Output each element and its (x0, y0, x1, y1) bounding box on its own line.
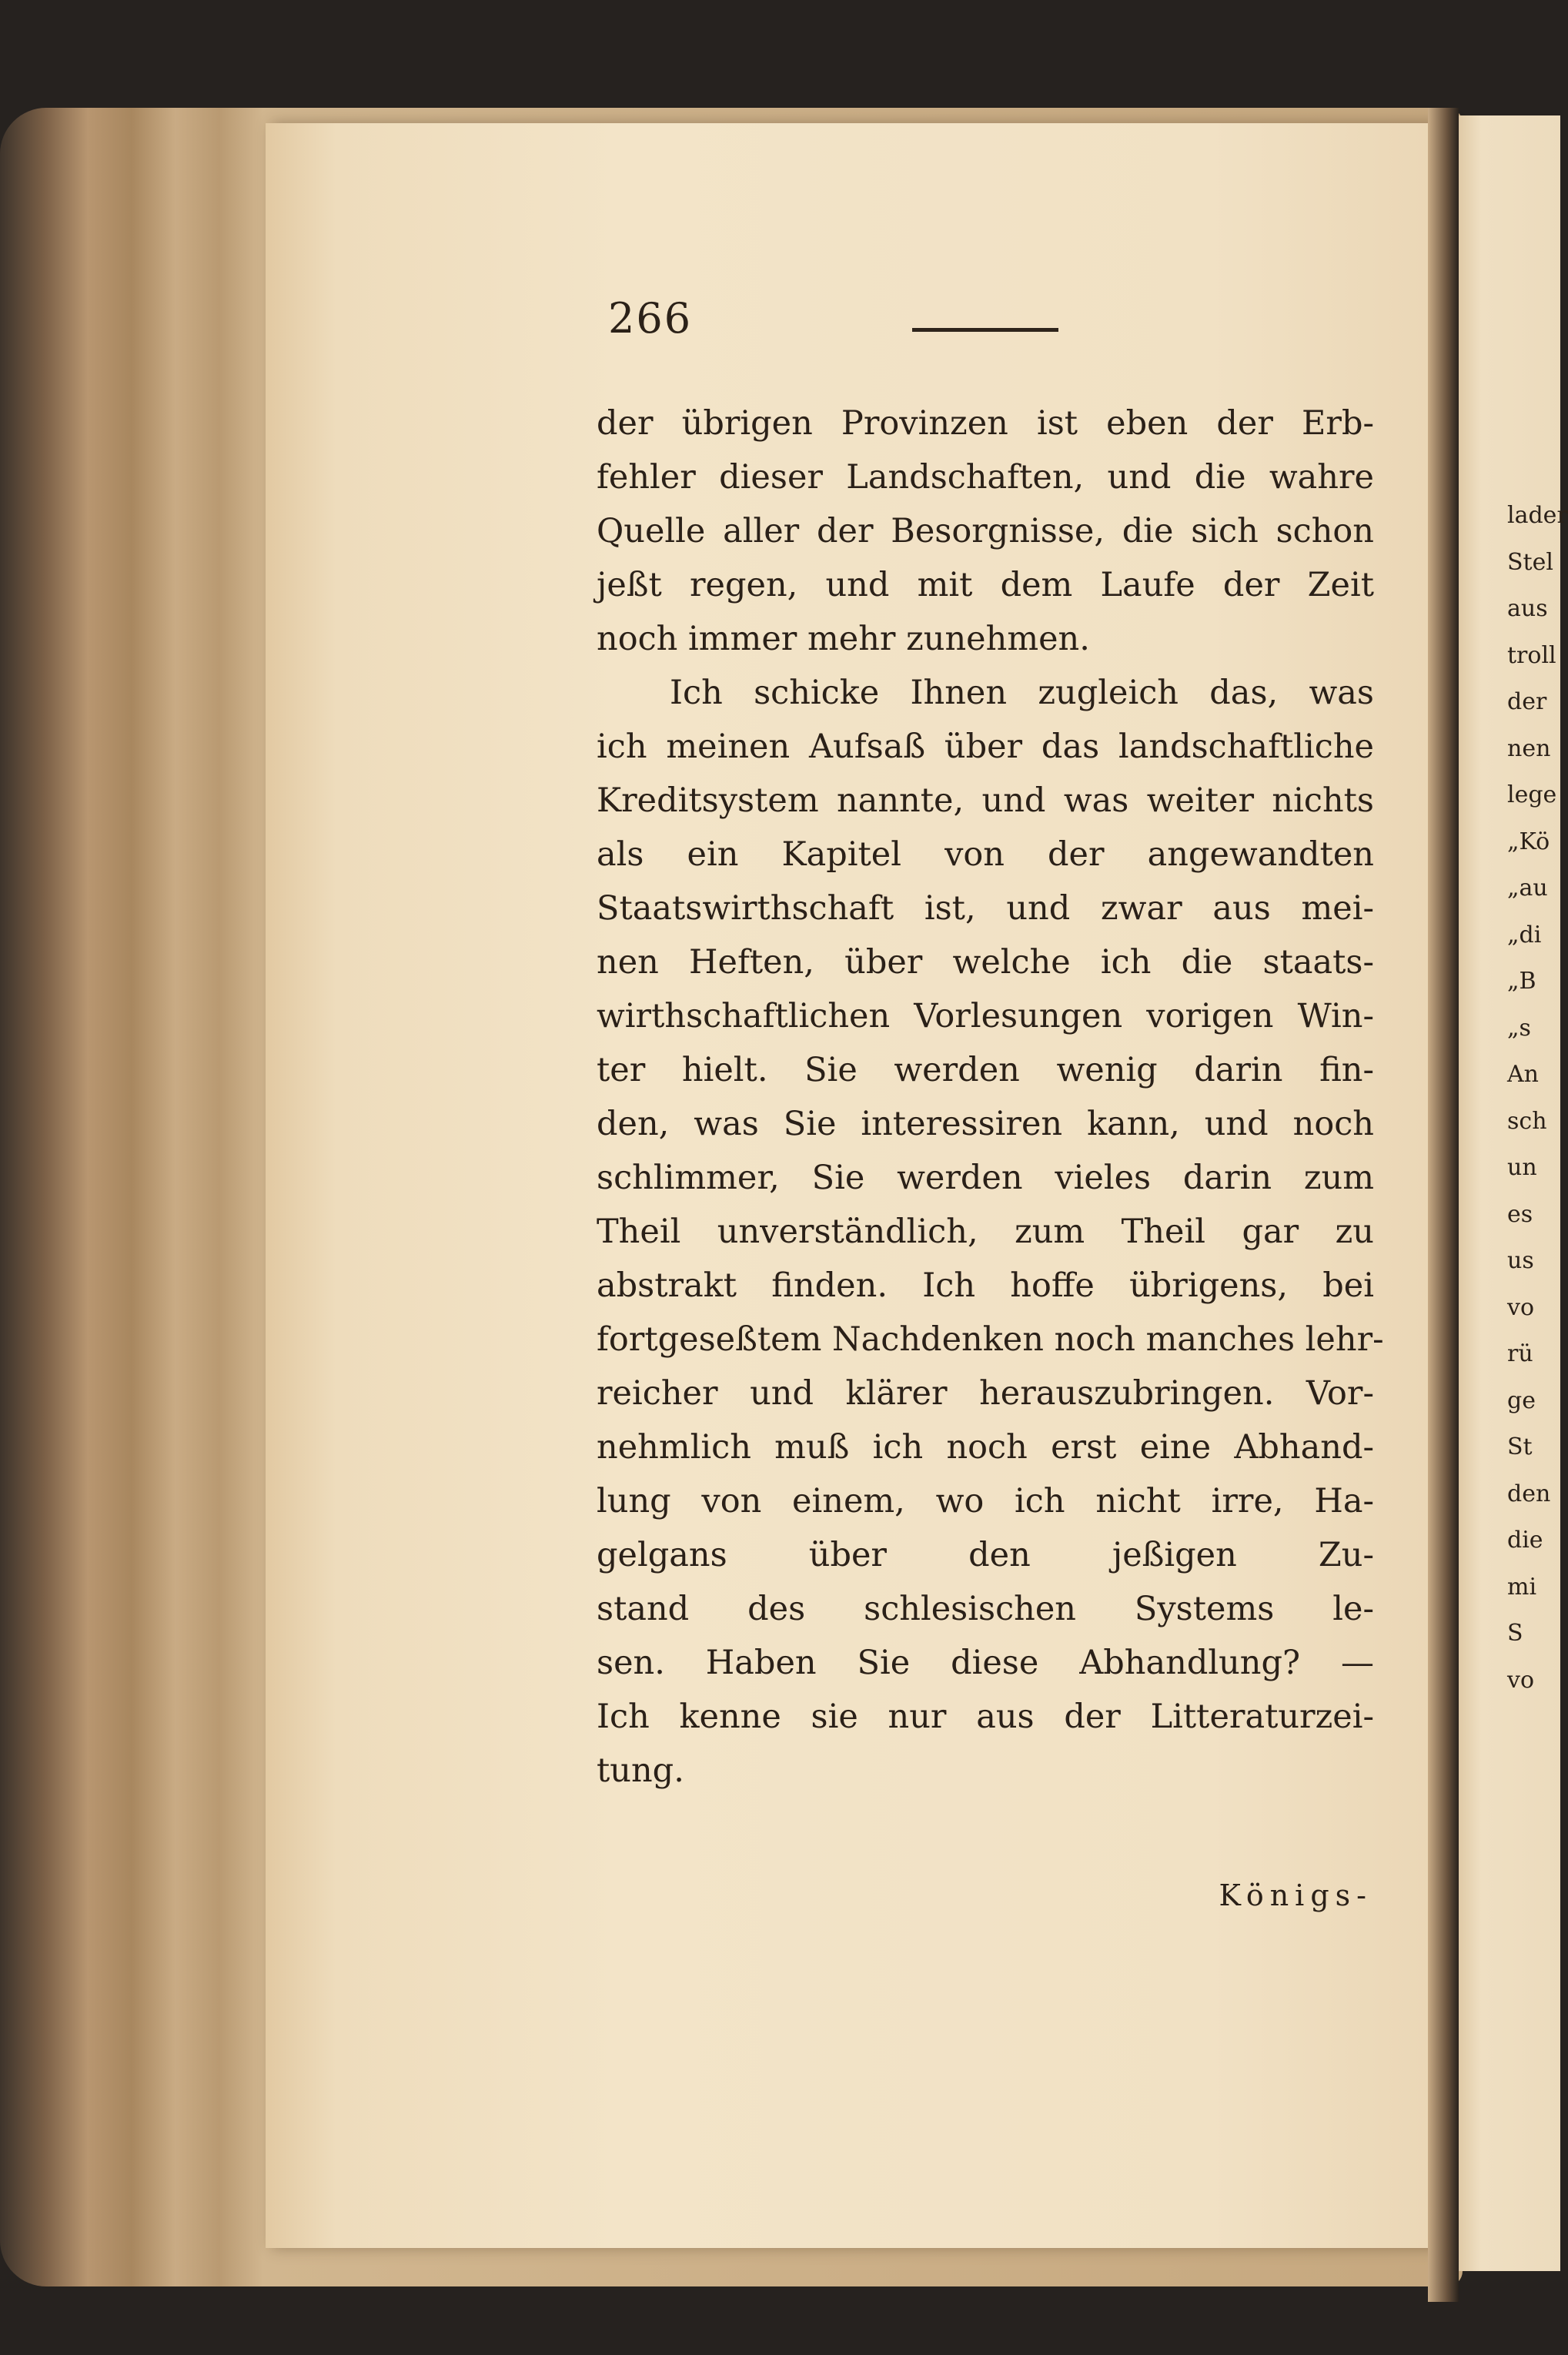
page-number: 266 (608, 294, 693, 343)
facing-page-fragment: „s (1507, 1014, 1531, 1042)
facing-page-fragment: St (1507, 1433, 1533, 1460)
text-line: nehmlich muß ich noch erst eine Abhand- (597, 1428, 1374, 1467)
facing-page-text (1507, 493, 1568, 1704)
facing-page-fragment: „Kö (1507, 828, 1550, 855)
header-rule (912, 328, 1058, 332)
facing-page-fragment: nen (1507, 734, 1551, 762)
facing-page-fragment: An (1507, 1061, 1539, 1088)
facing-page-fragment: ge (1507, 1387, 1536, 1414)
catchword: Königs- (1219, 1878, 1372, 1912)
facing-page-fragment: „au (1507, 875, 1548, 902)
book-gutter (1428, 108, 1459, 2302)
facing-page-fragment: troll (1507, 641, 1556, 669)
facing-page-fragment: lader (1507, 502, 1568, 529)
facing-page-fragment: S (1507, 1620, 1523, 1647)
text-line: Theil unverständlich, zum Theil gar zu (597, 1213, 1374, 1251)
facing-page-fragment: rü (1507, 1340, 1533, 1367)
facing-page-fragment: us (1507, 1247, 1534, 1274)
facing-page-fragment: lege (1507, 781, 1557, 808)
text-line: Kreditsystem nannte, und was weiter nichts (597, 781, 1374, 820)
facing-page-fragment: vo (1507, 1666, 1535, 1694)
text-line: abstrakt finden. Ich hoffe übrigens, bei (597, 1266, 1374, 1305)
text-line: gelgans über den jeßigen Zu- (597, 1536, 1374, 1574)
facing-page-fragment: den (1507, 1480, 1551, 1507)
facing-page-fragment: mi (1507, 1573, 1537, 1601)
facing-page-fragment: „B (1507, 968, 1536, 995)
text-line: fehler dieser Landschaften, und die wahre (597, 458, 1374, 497)
text-line: stand des schlesischen Systems le- (597, 1590, 1374, 1628)
facing-page-fragment: un (1507, 1154, 1537, 1181)
text-line: der übrigen Provinzen ist eben der Erb- (597, 404, 1374, 443)
text-line: fortgeseßtem Nachdenken noch manches lehr- (597, 1320, 1384, 1359)
facing-page-fragment: der (1507, 688, 1547, 715)
text-line: ich meinen Aufsaß über das landschaftliche (597, 728, 1374, 766)
text-line: ter hielt. Sie werden wenig darin fin- (597, 1051, 1374, 1089)
facing-page-fragment: Stel (1507, 548, 1553, 576)
text-line: jeßt regen, und mit dem Laufe der Zeit (597, 566, 1374, 604)
facing-page-fragment: es (1507, 1200, 1533, 1228)
facing-page-fragment: vo (1507, 1293, 1535, 1321)
page-header (608, 294, 1070, 348)
text-line: Ich kenne sie nur aus der Litteraturzei- (597, 1698, 1374, 1736)
text-line: wirthschaftlichen Vorlesungen vorigen Win- (597, 997, 1374, 1035)
text-line: nen Heften, über welche ich die staats- (597, 943, 1374, 982)
text-line: schlimmer, Sie werden vieles darin zum (597, 1159, 1374, 1197)
text-line: Quelle aller der Besorgnisse, die sich schon (597, 512, 1374, 550)
facing-page-fragment: aus (1507, 595, 1548, 622)
text-line: lung von einem, wo ich nicht irre, Ha- (597, 1482, 1374, 1520)
text-line: reicher und klärer herauszubringen. Vor- (597, 1374, 1374, 1413)
facing-page-fragment: sch (1507, 1107, 1547, 1135)
body-text (597, 396, 1384, 1798)
text-line: als ein Kapitel von der angewandten (597, 835, 1374, 874)
text-line: noch immer mehr zunehmen. (597, 620, 1090, 658)
facing-page-fragment: „di (1507, 921, 1542, 948)
text-line: Staatswirthschaft ist, und zwar aus mei- (597, 889, 1374, 928)
text-line: den, was Sie interessiren kann, und noch (597, 1105, 1374, 1143)
facing-page-fragment: die (1507, 1527, 1543, 1554)
text-line: Ich schicke Ihnen zugleich das, was (670, 674, 1374, 712)
text-line: tung. (597, 1751, 684, 1790)
text-line: sen. Haben Sie diese Abhandlung? — (597, 1644, 1374, 1682)
